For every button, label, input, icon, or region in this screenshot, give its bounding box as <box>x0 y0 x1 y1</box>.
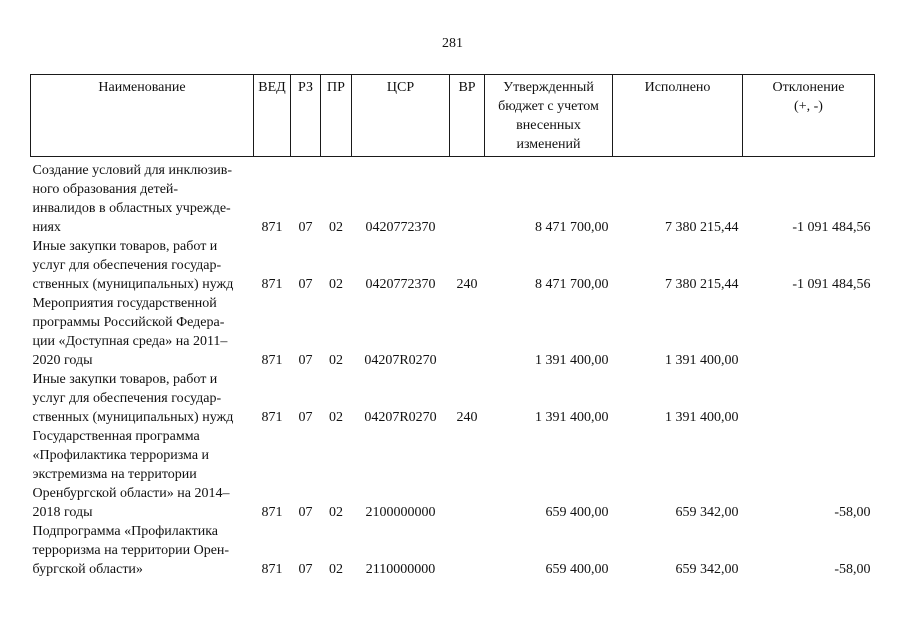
header-approved-budget: Утвержденный бюджет с учетом внесенных изменений <box>485 75 613 157</box>
cell-executed: 1 391 400,00 <box>665 410 739 425</box>
cell-ved: 871 <box>261 505 283 520</box>
header-deviation: Отклонение (+, -) <box>743 75 875 157</box>
cell-executed: 659 342,00 <box>675 562 739 577</box>
cell-executed: 1 391 400,00 <box>665 353 739 368</box>
cell-name: Иные закупки товаров, работ и услуг для обеспечения государ- ственных (муниципальных) нужд <box>32 372 234 425</box>
cell-name: Государственная программа «Профилактика терроризма и экстремизма на территории Оренбургской области» на 2014– 2018 годы <box>32 429 230 520</box>
cell-pr: 02 <box>329 220 343 235</box>
cell-pr: 02 <box>329 410 343 425</box>
cell-pr: 02 <box>329 505 343 520</box>
cell-rz: 07 <box>298 277 313 292</box>
cell-csr: 0420772370 <box>365 277 436 292</box>
table-row <box>31 522 875 579</box>
table-row <box>31 237 875 294</box>
cell-name: Создание условий для инклюзив- ного образования детей- инвалидов в областных учрежде- ниях <box>32 163 233 235</box>
cell-approved-budget: 659 400,00 <box>545 562 609 577</box>
cell-ved: 871 <box>261 353 283 368</box>
cell-vr <box>450 427 485 522</box>
cell-deviation: -58,00 <box>834 562 871 577</box>
table-header <box>31 75 875 157</box>
cell-pr: 02 <box>329 353 343 368</box>
cell-ved: 871 <box>261 562 283 577</box>
cell-name: Мероприятия государственной программы Российской Федера- ции «Доступная среда» на 2011– 2020 годы <box>32 296 228 368</box>
cell-ved: 871 <box>261 410 283 425</box>
cell-name: Иные закупки товаров, работ и услуг для обеспечения государ- ственных (муниципальных) нужд <box>32 239 234 292</box>
header-executed: Исполнено <box>613 75 743 157</box>
cell-csr: 04207R0270 <box>364 410 437 425</box>
cell-rz: 07 <box>298 562 313 577</box>
cell-rz: 07 <box>298 220 313 235</box>
cell-vr <box>450 294 485 370</box>
cell-pr: 02 <box>329 562 343 577</box>
cell-approved-budget: 8 471 700,00 <box>535 220 609 235</box>
cell-csr: 0420772370 <box>365 220 436 235</box>
cell-vr: 240 <box>456 277 478 292</box>
cell-name: Подпрограмма «Профилактика терроризма на территории Орен- бургской области» <box>32 524 230 577</box>
cell-rz: 07 <box>298 505 313 520</box>
budget-table <box>30 74 875 579</box>
cell-deviation: -1 091 484,56 <box>792 277 871 292</box>
header-csr: ЦСР <box>352 75 450 157</box>
cell-ved: 871 <box>261 277 283 292</box>
cell-csr: 2100000000 <box>365 505 436 520</box>
cell-pr: 02 <box>329 277 343 292</box>
cell-csr: 2110000000 <box>365 562 436 577</box>
cell-csr: 04207R0270 <box>364 353 437 368</box>
cell-deviation <box>743 370 875 427</box>
header-ved: ВЕД <box>254 75 291 157</box>
cell-vr <box>450 161 485 237</box>
cell-rz: 07 <box>298 410 313 425</box>
header-pr: ПР <box>321 75 352 157</box>
header-rz: РЗ <box>291 75 321 157</box>
cell-approved-budget: 1 391 400,00 <box>535 353 609 368</box>
cell-executed: 7 380 215,44 <box>665 220 739 235</box>
table-row <box>31 161 875 237</box>
table-body <box>31 157 875 580</box>
cell-rz: 07 <box>298 353 313 368</box>
table-row <box>31 294 875 370</box>
cell-vr <box>450 522 485 579</box>
cell-deviation <box>743 294 875 370</box>
cell-vr: 240 <box>456 410 478 425</box>
cell-executed: 7 380 215,44 <box>665 277 739 292</box>
header-name: Наименование <box>31 75 254 157</box>
cell-approved-budget: 1 391 400,00 <box>535 410 609 425</box>
header-vr: ВР <box>450 75 485 157</box>
cell-deviation: -1 091 484,56 <box>792 220 871 235</box>
cell-executed: 659 342,00 <box>675 505 739 520</box>
cell-approved-budget: 8 471 700,00 <box>535 277 609 292</box>
cell-ved: 871 <box>261 220 283 235</box>
table-row <box>31 427 875 522</box>
page-number: 281 <box>442 36 463 51</box>
table-row <box>31 370 875 427</box>
cell-approved-budget: 659 400,00 <box>545 505 609 520</box>
cell-deviation: -58,00 <box>834 505 871 520</box>
